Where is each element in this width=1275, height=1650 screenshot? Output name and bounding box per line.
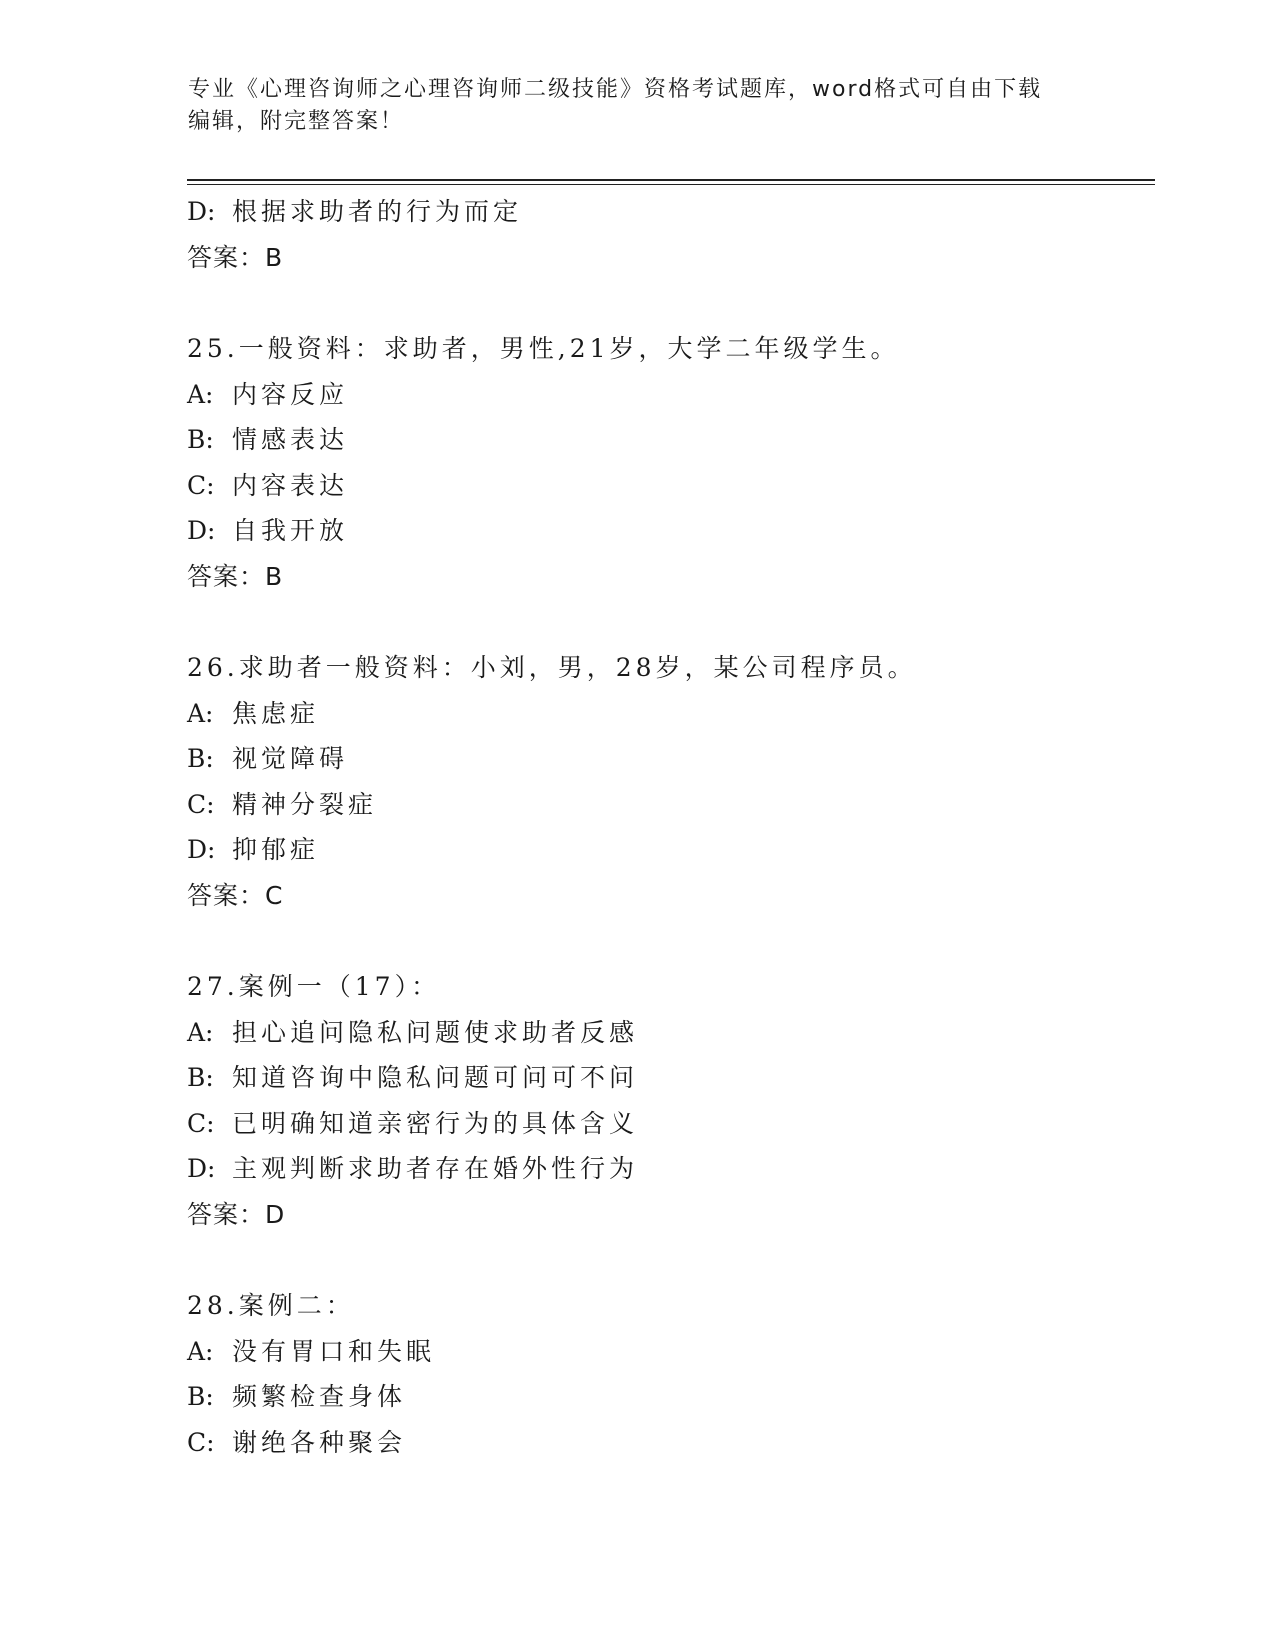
option-text: 自我开放 [232, 516, 349, 545]
q26-answer: 答案：C [187, 880, 284, 910]
q26-option-c [187, 782, 1147, 828]
option-text: 频繁检查身体 [232, 1382, 407, 1411]
option-text: 视觉障碍 [232, 744, 349, 773]
q25-stem: 25.一般资料：求助者，男性,21岁，大学二年级学生。 [187, 334, 900, 363]
q27-option-a [187, 1010, 1147, 1056]
q24-option-d [187, 189, 1147, 235]
option-text: 谢绝各种聚会 [232, 1427, 407, 1457]
option-key: C: [187, 789, 215, 819]
option-key: C: [187, 1108, 215, 1138]
question-list [187, 189, 1147, 1465]
option-key: A: [187, 1336, 214, 1366]
option-key: A: [187, 379, 214, 409]
header-divider-thin [187, 184, 1155, 185]
option-text: 知道咨询中隐私问题可问可不问 [232, 1063, 639, 1092]
header-line-1: 专业《心理咨询师之心理咨询师二级技能》资格考试题库，word格式可自由下载 [188, 77, 1043, 102]
option-text: 精神分裂症 [232, 789, 378, 819]
option-text: 焦虑症 [232, 698, 320, 728]
option-key: D: [187, 1154, 216, 1183]
option-text: 抑郁症 [232, 835, 320, 864]
option-key: B: [187, 425, 214, 454]
option-text: 担心追问隐私问题使求助者反感 [232, 1017, 639, 1047]
option-key: A: [187, 698, 214, 728]
q27-option-c [187, 1101, 1147, 1147]
option-text: 根据求助者的行为而定 [232, 197, 523, 226]
q25-answer: 答案：B [187, 561, 284, 591]
q27-option-b [187, 1055, 1147, 1101]
option-text: 情感表达 [232, 425, 349, 454]
q26-option-d [187, 827, 1147, 873]
q25-option-c [187, 463, 1147, 509]
option-text: 已明确知道亲密行为的具体含义 [232, 1108, 639, 1138]
q26-option-a [187, 691, 1147, 737]
header-line-2: 编辑，附完整答案！ [188, 109, 405, 134]
option-text: 主观判断求助者存在婚外性行为 [232, 1154, 639, 1183]
q26-stem: 26.求助者一般资料：小刘，男，28岁，某公司程序员。 [187, 653, 917, 682]
q28-stem: 28.案例二： [187, 1291, 355, 1320]
option-key: A: [187, 1017, 214, 1047]
question-spacer [187, 1237, 1147, 1283]
q24-answer: 答案：B [187, 242, 284, 272]
option-text: 没有胃口和失眠 [232, 1336, 436, 1366]
option-key: D: [187, 197, 216, 226]
q28-option-c [187, 1420, 1147, 1466]
question-spacer [187, 918, 1147, 964]
option-key: B: [187, 1063, 214, 1092]
document-header [188, 74, 1068, 138]
option-key: B: [187, 1382, 214, 1411]
option-text: 内容表达 [232, 470, 349, 500]
q25-option-d [187, 508, 1147, 554]
question-spacer [187, 599, 1147, 645]
question-spacer [187, 280, 1147, 326]
q26-option-b [187, 736, 1147, 782]
option-text: 内容反应 [232, 379, 349, 409]
option-key: C: [187, 470, 215, 500]
option-key: B: [187, 744, 214, 773]
q25-option-b [187, 417, 1147, 463]
q27-stem: 27.案例一（17）： [187, 972, 441, 1001]
q28-option-b [187, 1374, 1147, 1420]
q27-answer: 答案：D [187, 1199, 286, 1229]
header-divider-thick [187, 179, 1155, 181]
q25-option-a [187, 372, 1147, 418]
q28-option-a [187, 1329, 1147, 1375]
option-key: D: [187, 835, 216, 864]
q27-option-d [187, 1146, 1147, 1192]
option-key: C: [187, 1427, 215, 1457]
option-key: D: [187, 516, 216, 545]
